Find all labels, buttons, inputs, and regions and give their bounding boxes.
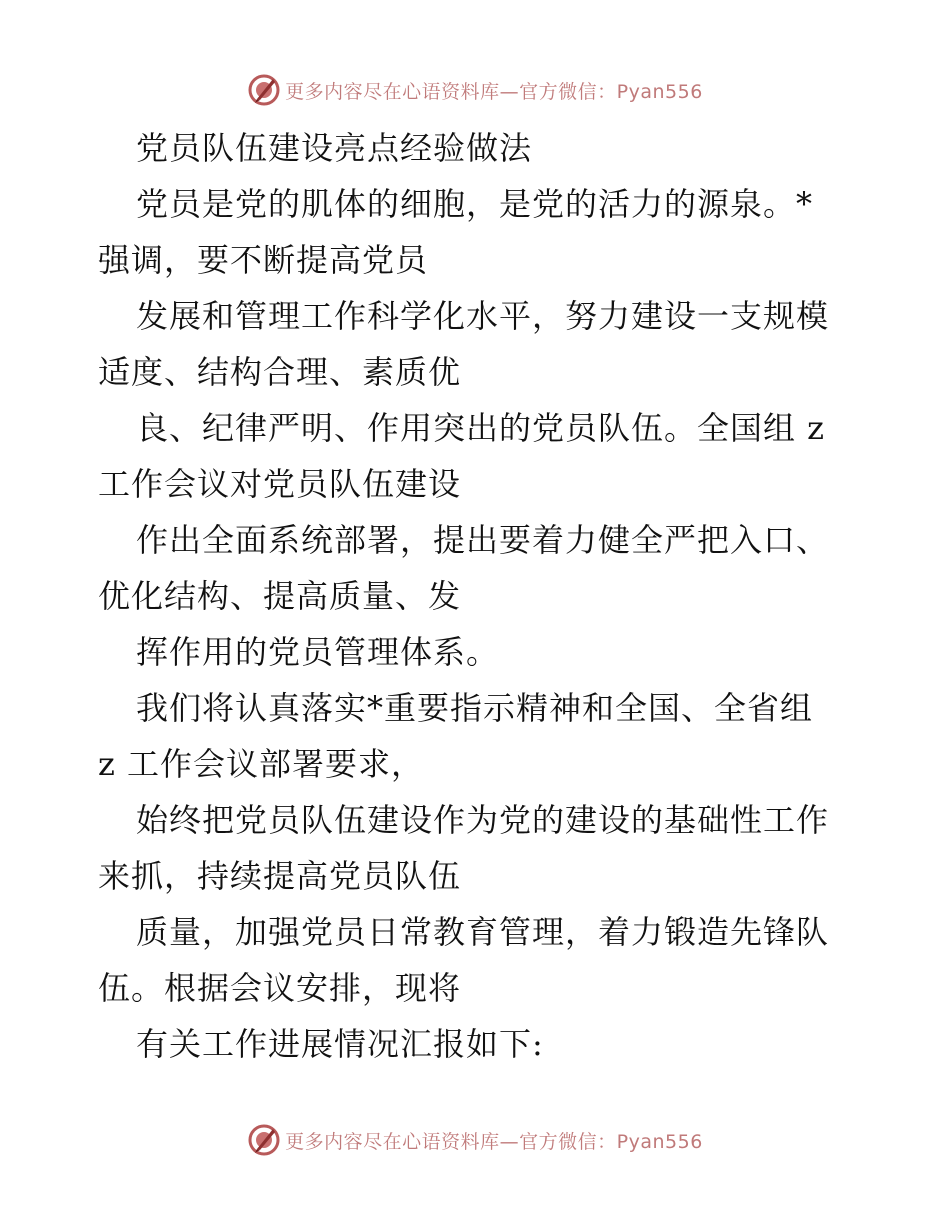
paragraph-line: 作出全面系统部署，提出要着力健全严把入口、 [136,521,830,559]
footer-watermark [0,1120,950,1160]
paragraph-line: 工作会议对党员队伍建设 [98,465,462,503]
paragraph-line: 适度、结构合理、素质优 [98,353,462,391]
paragraph-line: 挥作用的党员管理体系。 [136,633,500,671]
paragraph-line: 质量，加强党员日常教育管理，着力锻造先锋队 [136,913,830,951]
paragraph-line: 强调，要不断提高党员 [98,241,429,279]
document-title: 党员队伍建设亮点经验做法 [136,129,533,167]
quill-pen-seal-icon [247,1123,281,1157]
document-body [98,120,858,1072]
paragraph-line: 始终把党员队伍建设作为党的建设的基础性工作 [136,801,830,839]
paragraph-line: 发展和管理工作科学化水平，努力建设一支规模 [136,297,830,335]
paragraph-line: 我们将认真落实*重要指示精神和全国、全省组 [136,689,814,727]
paragraph-line: 良、纪律严明、作用突出的党员队伍。全国组 z [136,409,826,447]
quill-pen-seal-icon [247,73,281,107]
paragraph-line: 来抓，持续提高党员队伍 [98,857,462,895]
paragraph-line: 伍。根据会议安排，现将 [98,969,462,1007]
paragraph-line: 优化结构、提高质量、发 [98,577,462,615]
paragraph-line: 党员是党的肌体的细胞，是党的活力的源泉。* [136,185,814,223]
paragraph-line: z 工作会议部署要求， [98,745,425,783]
header-watermark [0,70,950,110]
watermark-text: 更多内容尽在心语资料库—官方微信：Pyan556 [285,1130,703,1153]
watermark-text: 更多内容尽在心语资料库—官方微信：Pyan556 [285,80,703,103]
paragraph-line: 有关工作进展情况汇报如下: [136,1025,544,1063]
